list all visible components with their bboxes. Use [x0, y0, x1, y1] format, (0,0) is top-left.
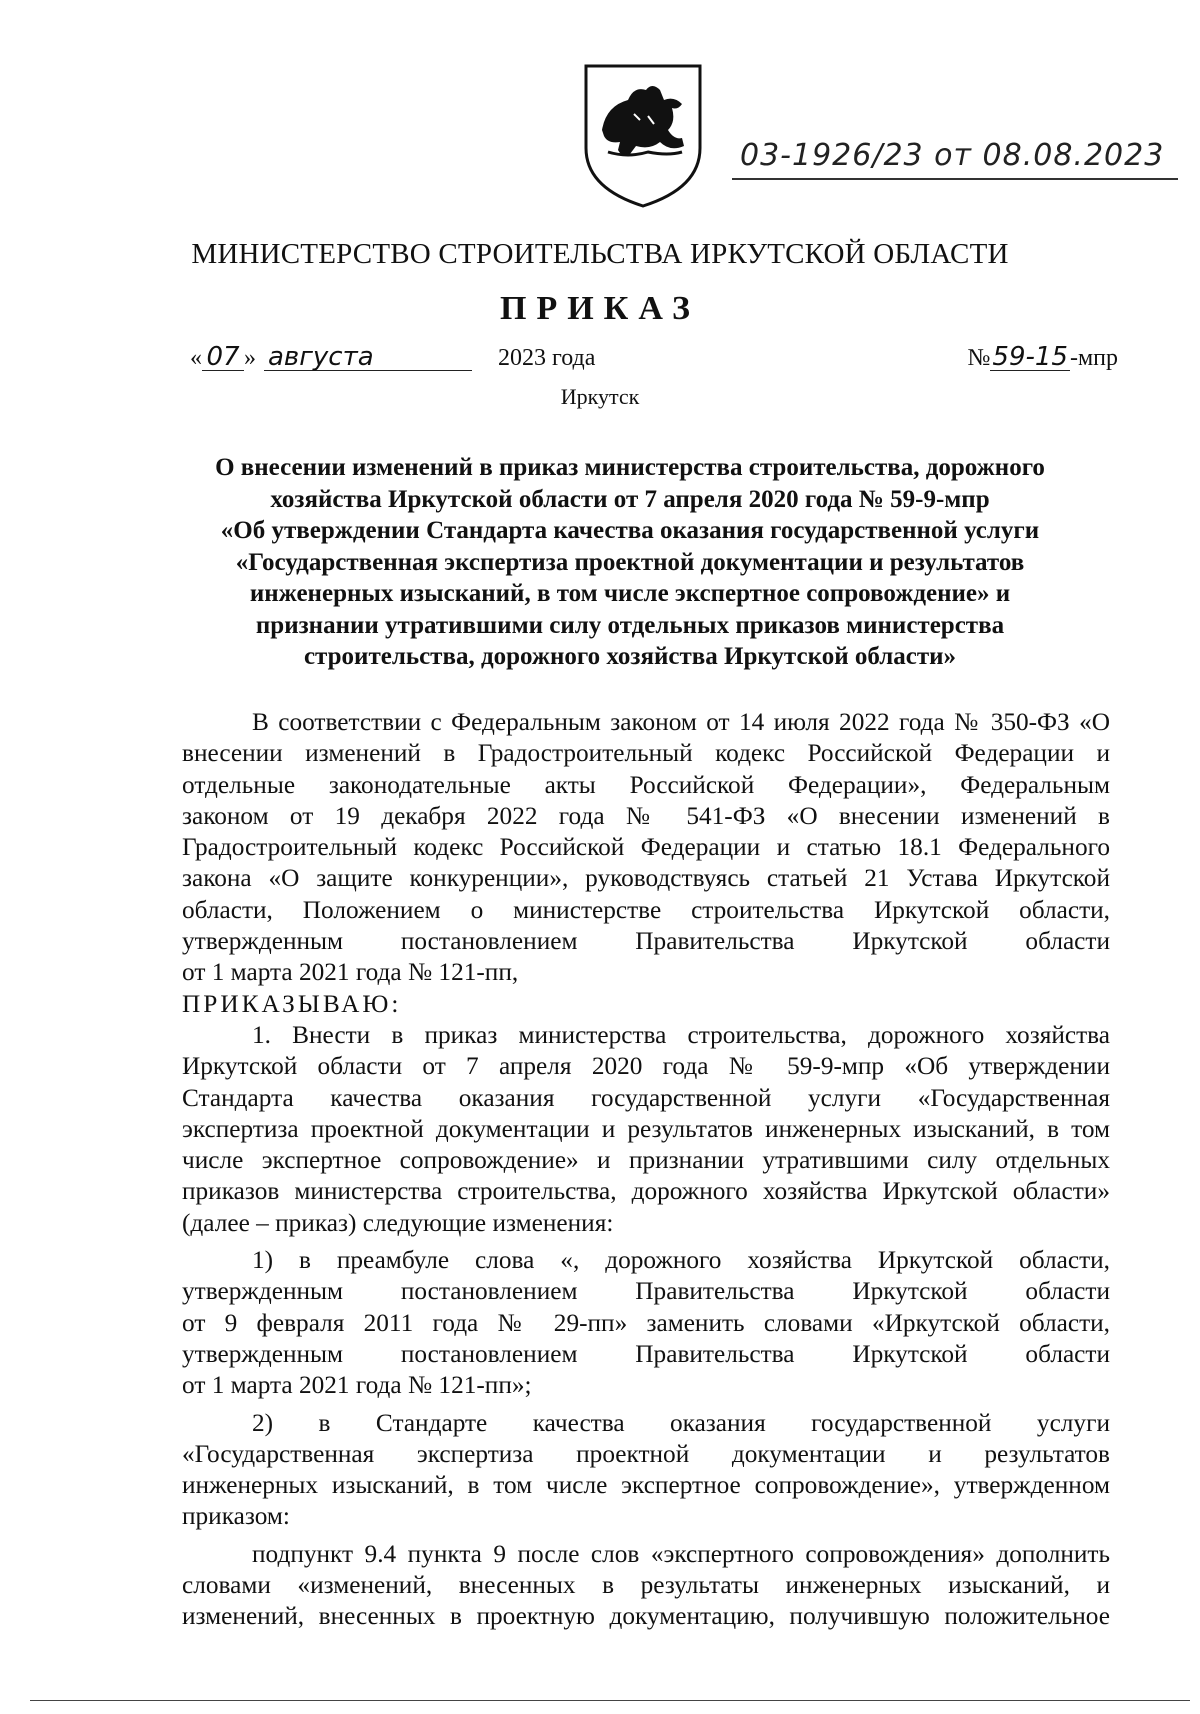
document-body	[182, 707, 1110, 1633]
document-type-heading: ПРИКАЗ	[500, 290, 700, 327]
number-suffix: -мпр	[1069, 345, 1118, 371]
title-line: «Государственная экспертиза проектной документации и результатов	[235, 548, 1025, 576]
body-line: Стандарта качества оказания государственной услуги «Государственная	[182, 1083, 1110, 1112]
body-line: 1. Внести в приказ министерства строительства, дорожного хозяйства	[252, 1020, 1110, 1049]
body-line: 2) в Стандарте качества оказания государственной услуги	[252, 1408, 1110, 1437]
city-name: Иркутск	[560, 384, 640, 409]
body-line: утвержденным постановлением Правительства Иркутской области	[182, 1277, 1110, 1306]
title-line: инженерных изысканий, в том числе экспертное сопровождение» и	[249, 580, 1011, 607]
ministry-name: МИНИСТЕРСТВО СТРОИТЕЛЬСТВА ИРКУТСКОЙ ОБЛАСТИ	[191, 238, 1009, 270]
registration-stamp	[740, 138, 1164, 173]
date-day: 07	[202, 344, 244, 371]
body-line: числе экспертное сопровождение» и признании утратившими силу отдельных	[182, 1146, 1110, 1175]
title-line: хозяйства Иркутской области от 7 апреля 2020 года № 59-9-мпр	[270, 485, 990, 513]
number-prefix: №	[967, 345, 991, 371]
body-line: экспертиза проектной документации и результатов инженерных изысканий, в том	[182, 1114, 1110, 1143]
body-line: В соответствии с Федеральным законом от 14 июля 2022 года № 350-ФЗ «О	[252, 708, 1110, 736]
title-line: «Об утверждении Стандарта качества оказания государственной услуги	[220, 517, 1040, 544]
page-bottom-rule	[30, 1700, 1190, 1701]
body-line: внесении изменений в Градостроительный кодекс Российской Федерации и	[182, 739, 1110, 768]
body-line: Иркутской области от 7 апреля 2020 года № 59-9-мпр «Об утверждении	[182, 1052, 1110, 1081]
title-line: признании утратившими силу отдельных приказов министерства	[255, 611, 1005, 639]
date-year: 2023 года	[498, 345, 596, 371]
registration-underline	[732, 178, 1178, 180]
order-date	[190, 344, 595, 372]
body-line: законом от 19 декабря 2022 года № 541-ФЗ «О внесении изменений в	[182, 801, 1110, 830]
order-word: ПРИКАЗЫВАЮ:	[182, 989, 402, 1018]
body-line: области, Положением о министерстве строительства Иркутской области,	[182, 895, 1110, 924]
body-line: утвержденным постановлением Правительства Иркутской области	[182, 1339, 1110, 1368]
body-line: «Государственная экспертиза проектной документации и результатов	[182, 1439, 1110, 1468]
body-line: приказов министерства строительства, дорожного хозяйства Иркутской области»	[182, 1177, 1110, 1206]
title-line: О внесении изменений в приказ министерства строительства, дорожного	[215, 454, 1045, 481]
body-line: 1) в преамбуле слова «, дорожного хозяйства Иркутской области,	[252, 1246, 1110, 1275]
document-title	[170, 452, 1090, 673]
body-line: утвержденным постановлением Правительства Иркутской области	[182, 927, 1110, 956]
body-line: закона «О защите конкуренции», руководствуясь статьей 21 Устава Иркутской	[182, 864, 1110, 893]
body-line: от 9 февраля 2011 года № 29-пп» заменить словами «Иркутской области,	[182, 1308, 1110, 1337]
title-line: строительства, дорожного хозяйства Иркутской области»	[303, 643, 957, 670]
date-month: августа	[264, 344, 472, 371]
coat-of-arms-emblem	[578, 60, 708, 210]
body-line: (далее – приказ) следующие изменения:	[182, 1208, 614, 1237]
number-value: 59-15	[992, 342, 1068, 372]
body-line: изменений, внесенных в проектную документацию, получившую положительное	[182, 1602, 1110, 1631]
date-close-quote: »	[244, 345, 256, 371]
registration-number: 03-1926/23 от 08.08.2023	[740, 138, 1165, 173]
body-line: словами «изменений, внесенных в результаты инженерных изысканий, и	[182, 1571, 1110, 1600]
body-line: приказом:	[182, 1502, 290, 1531]
body-line: от 1 марта 2021 года № 121-пп,	[182, 958, 519, 987]
body-line: Градостроительный кодекс Российской Федерации и статью 18.1 Федерального	[182, 833, 1110, 862]
body-line: инженерных изысканий, в том числе экспертное сопровождение», утвержденном	[182, 1471, 1110, 1500]
body-line: подпункт 9.4 пункта 9 после слов «экспертного сопровождения» дополнить	[252, 1539, 1110, 1568]
body-line: от 1 марта 2021 года № 121-пп»;	[182, 1371, 532, 1400]
order-number	[968, 344, 1119, 372]
body-line: отдельные законодательные акты Российской Федерации», Федеральным	[182, 770, 1110, 799]
date-open-quote: «	[190, 345, 202, 371]
